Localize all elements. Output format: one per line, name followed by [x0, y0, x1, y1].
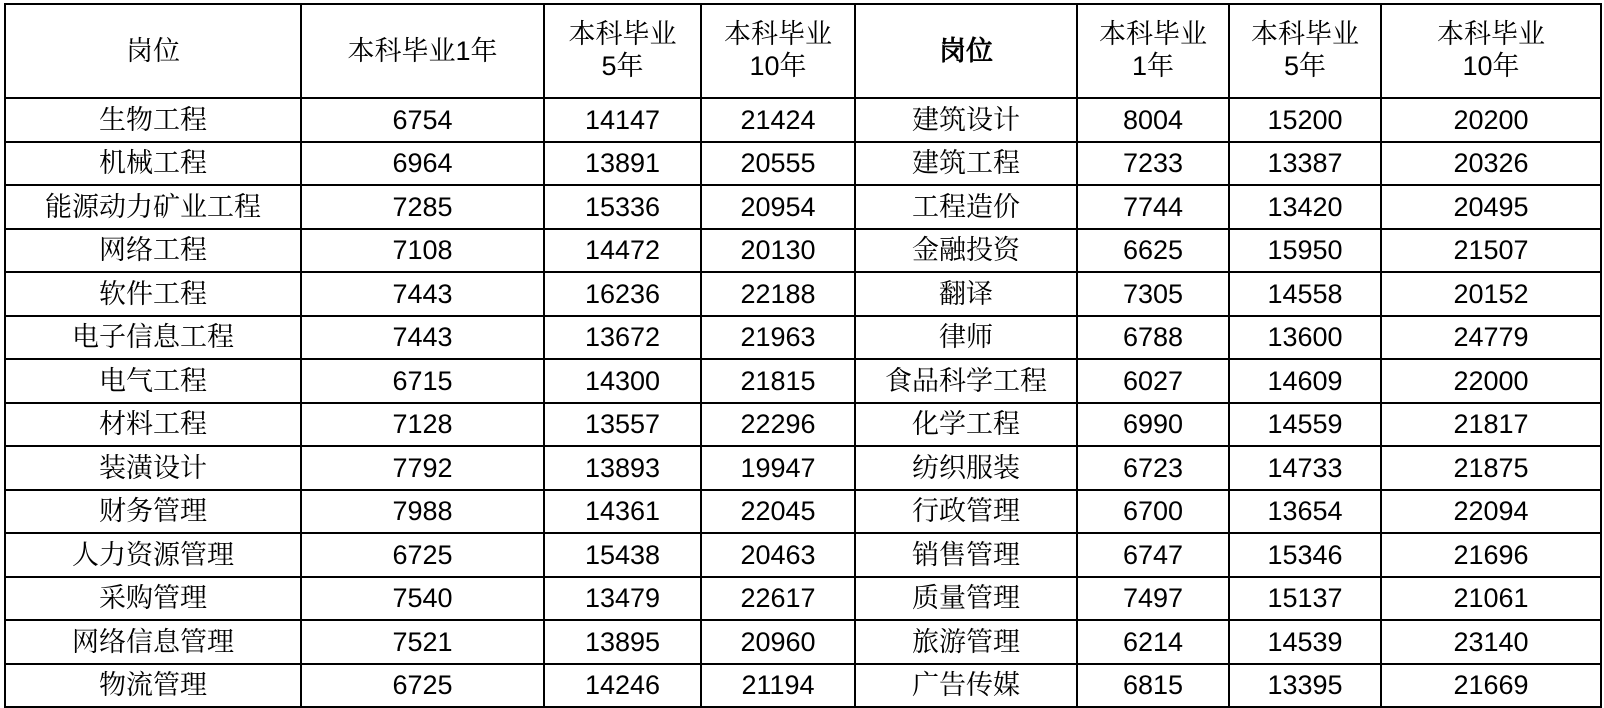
cell-year1-left: 7128 — [301, 403, 544, 447]
cell-year5-right: 13395 — [1229, 664, 1381, 708]
cell-year10-right: 21696 — [1381, 533, 1601, 577]
cell-year5-right: 15950 — [1229, 229, 1381, 273]
header-year1-right-line2: 1年 — [1131, 51, 1175, 81]
cell-year5-left: 13479 — [544, 577, 701, 621]
cell-year1-left: 7443 — [301, 272, 544, 316]
cell-job-left: 物流管理 — [5, 664, 301, 708]
cell-year10-right: 20495 — [1381, 185, 1601, 229]
cell-year1-right: 6700 — [1077, 490, 1229, 534]
cell-year5-left: 13895 — [544, 620, 701, 664]
cell-year10-left: 20463 — [701, 533, 855, 577]
cell-year1-right: 6815 — [1077, 664, 1229, 708]
cell-year1-right: 6990 — [1077, 403, 1229, 447]
header-year10-left-line2: 10年 — [749, 51, 807, 81]
header-year10-right-line1: 本科毕业 — [1437, 19, 1545, 50]
cell-year10-left: 22296 — [701, 403, 855, 447]
cell-year10-right: 22000 — [1381, 359, 1601, 403]
cell-year5-left: 13672 — [544, 316, 701, 360]
cell-year10-right: 20152 — [1381, 272, 1601, 316]
cell-year5-right: 13600 — [1229, 316, 1381, 360]
cell-year5-right: 14539 — [1229, 620, 1381, 664]
cell-job-left: 财务管理 — [5, 490, 301, 534]
cell-year5-right: 13654 — [1229, 490, 1381, 534]
cell-year10-right: 22094 — [1381, 490, 1601, 534]
cell-job-left: 人力资源管理 — [5, 533, 301, 577]
cell-year1-left: 7285 — [301, 185, 544, 229]
cell-job-right: 纺织服装 — [855, 446, 1077, 490]
cell-year1-left: 6754 — [301, 98, 544, 142]
cell-job-right: 律师 — [855, 316, 1077, 360]
header-year5-left — [544, 4, 701, 98]
cell-year1-left: 7521 — [301, 620, 544, 664]
cell-year1-right: 6027 — [1077, 359, 1229, 403]
cell-job-right: 金融投资 — [855, 229, 1077, 273]
cell-year5-right: 14733 — [1229, 446, 1381, 490]
cell-year10-left: 20130 — [701, 229, 855, 273]
cell-year5-left: 16236 — [544, 272, 701, 316]
cell-year1-left: 7443 — [301, 316, 544, 360]
cell-job-right: 广告传媒 — [855, 664, 1077, 708]
table-body — [5, 98, 1601, 707]
cell-year10-right: 20200 — [1381, 98, 1601, 142]
cell-year1-left: 7792 — [301, 446, 544, 490]
cell-year1-right: 7744 — [1077, 185, 1229, 229]
cell-year1-right: 7305 — [1077, 272, 1229, 316]
cell-year5-right: 14609 — [1229, 359, 1381, 403]
cell-year5-left: 13893 — [544, 446, 701, 490]
header-year5-right-line1: 本科毕业 — [1251, 19, 1359, 50]
cell-job-right: 销售管理 — [855, 533, 1077, 577]
cell-job-right: 工程造价 — [855, 185, 1077, 229]
cell-year1-right: 6723 — [1077, 446, 1229, 490]
cell-job-left: 电气工程 — [5, 359, 301, 403]
cell-job-right: 建筑工程 — [855, 142, 1077, 186]
cell-year10-right: 20326 — [1381, 142, 1601, 186]
header-job-right: 岗位 — [855, 4, 1077, 98]
cell-year10-left: 21194 — [701, 664, 855, 708]
header-year1-right-line1: 本科毕业 — [1099, 19, 1207, 50]
cell-year5-left: 15336 — [544, 185, 701, 229]
cell-year5-left: 13557 — [544, 403, 701, 447]
table-row — [5, 316, 1601, 360]
cell-year5-right: 13387 — [1229, 142, 1381, 186]
cell-year10-right: 23140 — [1381, 620, 1601, 664]
table-row — [5, 403, 1601, 447]
table-row — [5, 533, 1601, 577]
header-year10-left-line1: 本科毕业 — [724, 19, 832, 50]
cell-year1-left: 6725 — [301, 664, 544, 708]
cell-job-right: 质量管理 — [855, 577, 1077, 621]
cell-year1-left: 6715 — [301, 359, 544, 403]
header-year5-right-line2: 5年 — [1283, 51, 1327, 81]
table-row — [5, 577, 1601, 621]
cell-year1-right: 6747 — [1077, 533, 1229, 577]
header-year10-right-line2: 10年 — [1462, 51, 1520, 81]
cell-year10-left: 21963 — [701, 316, 855, 360]
cell-year1-left: 7108 — [301, 229, 544, 273]
header-year1-right — [1077, 4, 1229, 98]
cell-year5-right: 13420 — [1229, 185, 1381, 229]
cell-job-left: 网络工程 — [5, 229, 301, 273]
cell-job-left: 材料工程 — [5, 403, 301, 447]
cell-year10-left: 22617 — [701, 577, 855, 621]
header-year10-right — [1381, 4, 1601, 98]
cell-job-right: 化学工程 — [855, 403, 1077, 447]
cell-job-right: 翻译 — [855, 272, 1077, 316]
header-job-left: 岗位 — [5, 4, 301, 98]
cell-year10-left: 20960 — [701, 620, 855, 664]
cell-year10-right: 21507 — [1381, 229, 1601, 273]
table-row — [5, 664, 1601, 708]
cell-year10-right: 24779 — [1381, 316, 1601, 360]
cell-year1-left: 7540 — [301, 577, 544, 621]
header-year1-left: 本科毕业1年 — [301, 4, 544, 98]
cell-job-right: 建筑设计 — [855, 98, 1077, 142]
cell-year1-left: 6725 — [301, 533, 544, 577]
table-row — [5, 446, 1601, 490]
table-row — [5, 185, 1601, 229]
cell-year10-right: 21817 — [1381, 403, 1601, 447]
table-row — [5, 272, 1601, 316]
cell-year5-left: 14361 — [544, 490, 701, 534]
cell-year1-right: 7497 — [1077, 577, 1229, 621]
table-row — [5, 229, 1601, 273]
cell-year1-left: 6964 — [301, 142, 544, 186]
cell-year5-right: 15200 — [1229, 98, 1381, 142]
cell-year1-right: 6214 — [1077, 620, 1229, 664]
cell-year10-left: 20555 — [701, 142, 855, 186]
cell-year1-left: 7988 — [301, 490, 544, 534]
cell-job-left: 网络信息管理 — [5, 620, 301, 664]
cell-year1-right: 6788 — [1077, 316, 1229, 360]
cell-job-left: 软件工程 — [5, 272, 301, 316]
cell-year5-left: 13891 — [544, 142, 701, 186]
cell-job-left: 机械工程 — [5, 142, 301, 186]
cell-job-left: 装潢设计 — [5, 446, 301, 490]
cell-year10-left: 19947 — [701, 446, 855, 490]
header-year10-left — [701, 4, 855, 98]
cell-year1-right: 8004 — [1077, 98, 1229, 142]
salary-table-document — [0, 3, 1604, 707]
cell-year5-left: 14472 — [544, 229, 701, 273]
header-year5-right — [1229, 4, 1381, 98]
cell-job-left: 电子信息工程 — [5, 316, 301, 360]
cell-year1-right: 7233 — [1077, 142, 1229, 186]
cell-job-left: 生物工程 — [5, 98, 301, 142]
cell-year5-right: 14558 — [1229, 272, 1381, 316]
table-header-row — [5, 4, 1601, 98]
cell-year10-left: 21424 — [701, 98, 855, 142]
salary-comparison-table — [4, 3, 1602, 708]
table-row — [5, 490, 1601, 534]
cell-year5-left: 14147 — [544, 98, 701, 142]
table-row — [5, 142, 1601, 186]
table-row — [5, 359, 1601, 403]
cell-year10-left: 20954 — [701, 185, 855, 229]
cell-year5-left: 14246 — [544, 664, 701, 708]
cell-year5-right: 15137 — [1229, 577, 1381, 621]
table-row — [5, 98, 1601, 142]
cell-year10-right: 21061 — [1381, 577, 1601, 621]
cell-job-right: 行政管理 — [855, 490, 1077, 534]
cell-year10-left: 22188 — [701, 272, 855, 316]
cell-year10-left: 21815 — [701, 359, 855, 403]
header-year5-left-line2: 5年 — [601, 51, 644, 81]
cell-year10-right: 21875 — [1381, 446, 1601, 490]
cell-year1-right: 6625 — [1077, 229, 1229, 273]
cell-year10-left: 22045 — [701, 490, 855, 534]
cell-job-right: 旅游管理 — [855, 620, 1077, 664]
cell-job-right: 食品科学工程 — [855, 359, 1077, 403]
cell-year5-right: 14559 — [1229, 403, 1381, 447]
cell-year5-left: 15438 — [544, 533, 701, 577]
cell-year5-left: 14300 — [544, 359, 701, 403]
cell-job-left: 采购管理 — [5, 577, 301, 621]
table-row — [5, 620, 1601, 664]
cell-year5-right: 15346 — [1229, 533, 1381, 577]
header-year5-left-line1: 本科毕业 — [568, 19, 677, 50]
cell-year10-right: 21669 — [1381, 664, 1601, 708]
cell-job-left: 能源动力矿业工程 — [5, 185, 301, 229]
